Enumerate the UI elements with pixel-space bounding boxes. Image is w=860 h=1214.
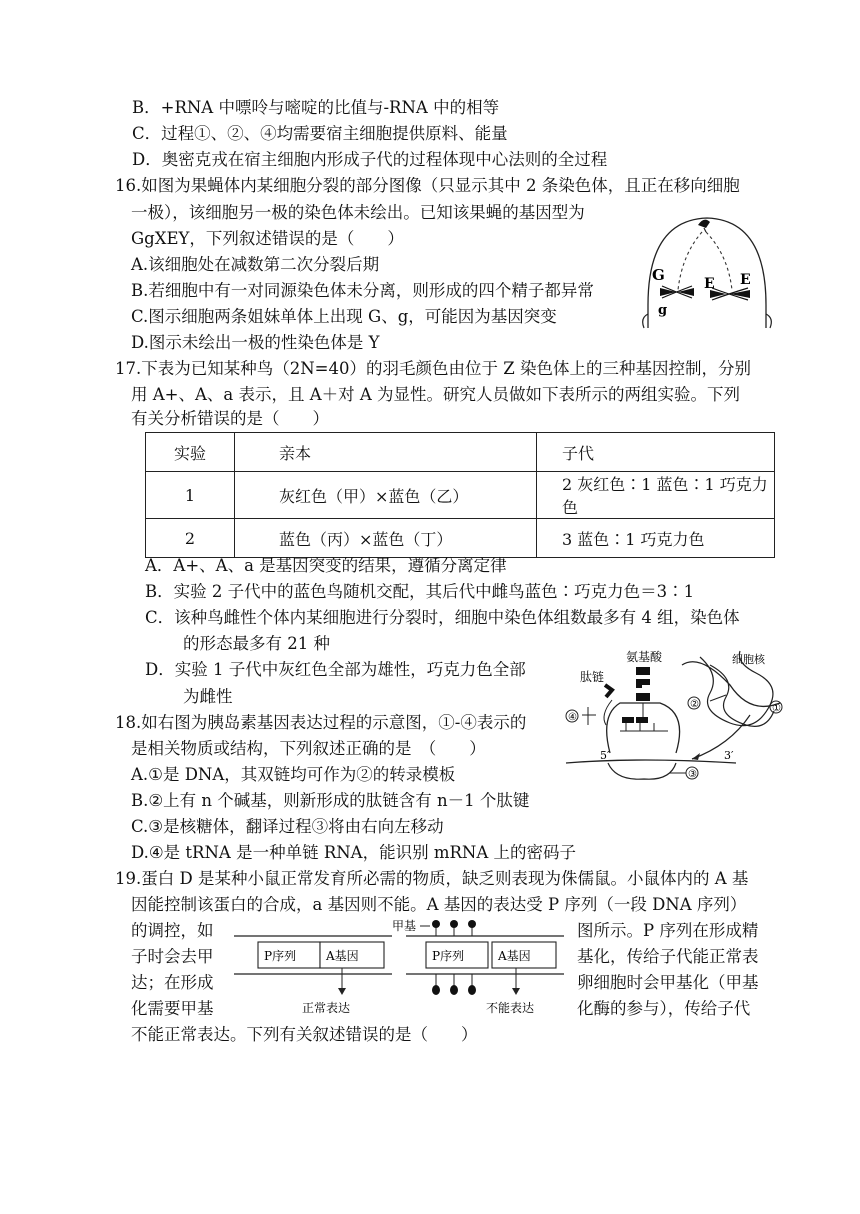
p-sequence-label-2: P序列: [432, 949, 465, 963]
q16-stem-line3: GgXEY，下列叙述错误的是（ ）: [131, 229, 404, 248]
label-3-prime: 3′: [724, 749, 734, 762]
q19-left-1: 的调控，如: [131, 921, 214, 940]
q16-option-c: C.图示细胞两条姐妹单体上出现 G、g，可能因为基因突变: [131, 307, 557, 326]
gene-label-E1: E: [704, 276, 715, 292]
label-peptide: 肽链: [580, 670, 605, 684]
table-row: [146, 519, 775, 558]
q19-stem-last: 不能正常表达。下列有关叙述错误的是（ ）: [131, 1025, 478, 1044]
gene-label-G: G: [652, 266, 665, 284]
table-cell: 1: [146, 472, 235, 519]
q16-stem-line2: 一极），该细胞另一极的染色体未绘出。已知该果蝇的基因型为: [131, 203, 585, 222]
q17-option-d-line2: 为雌性: [183, 687, 233, 706]
label-2: ②: [690, 699, 699, 710]
a-gene-label-2: A基因: [498, 949, 531, 963]
q18-option-c: C.③是核糖体，翻译过程③将由右向左移动: [131, 817, 444, 836]
gene-expression-figure: [560, 645, 800, 785]
header-offspring: 子代: [537, 433, 775, 472]
label-5-prime: 5′: [600, 749, 610, 762]
q15-option-d: D．奥密克戎在宿主细胞内形成子代的过程体现中心法则的全过程: [132, 150, 608, 169]
q16-option-b: B.若细胞中有一对同源染色体未分离，则形成的四个精子都异常: [131, 281, 594, 300]
table-header-row: [146, 433, 775, 472]
centrosome-icon: [698, 220, 710, 228]
q19-left-2: 子时会去甲: [131, 947, 214, 966]
q17-option-b: B．实验 2 子代中的蓝色鸟随机交配，其后代中雌鸟蓝色∶巧克力色＝3∶1: [145, 582, 695, 601]
header-experiment: 实验: [146, 433, 235, 472]
unmethylated-dna: [234, 936, 392, 1015]
q19-right-3: 卵细胞时会甲基化（甲基: [577, 973, 759, 992]
header-parents: 亲本: [235, 433, 537, 472]
mrna-strand: [566, 760, 736, 763]
p-sequence-label-1: P序列: [264, 949, 297, 963]
table-cell: 2 灰红色∶1 蓝色∶1 巧克力色: [537, 472, 775, 519]
q18-option-d: D.④是 tRNA 是一种单链 RNA，能识别 mRNA 上的密码子: [131, 843, 577, 862]
chromosome-right: [710, 288, 750, 300]
chromosome-left: [660, 286, 694, 298]
q19-right-1: 图所示。P 序列在形成精: [577, 921, 759, 940]
q18-option-a: A.①是 DNA，其双链均可作为②的转录模板: [131, 765, 456, 784]
a-gene-label-1: A基因: [326, 949, 359, 963]
q19-right-4: 化酶的参与），传给子代: [577, 999, 751, 1018]
label-nucleus: 细胞核: [732, 653, 765, 666]
q17-stem-line2: 用 A+、A、a 表示，且 A＋对 A 为显性。研究人员做如下表所示的两组实验。下列: [131, 385, 741, 404]
q17-option-c-line1: C．该种鸟雌性个体内某细胞进行分裂时，细胞中染色体组数最多有 4 组，染色体: [145, 608, 740, 627]
table-cell: 蓝色（丙）×蓝色（丁）: [235, 519, 537, 558]
table-cell: 2: [146, 519, 235, 558]
amino-acid-icon: [636, 679, 650, 688]
q19-left-4: 化需要甲基: [131, 999, 214, 1018]
q17-option-c-line2: 的形态最多有 21 种: [183, 634, 330, 653]
gene-label-g: g: [658, 303, 668, 318]
normal-expression-label: 正常表达: [302, 1001, 351, 1015]
table-row: [146, 472, 775, 519]
cell-division-figure: [640, 210, 775, 330]
methylated-dna: [392, 919, 564, 1015]
q17-stem-line3: 有关分析错误的是（ ）: [131, 409, 329, 428]
experiment-table: [145, 432, 775, 558]
gene-label-E2: E: [740, 272, 751, 288]
q15-option-b: B．+RNA 中嘌呤与嘧啶的比值与-RNA 中的相等: [132, 98, 500, 117]
q17-option-a: A．A+、A、a 是基因突变的结果，遵循分离定律: [145, 556, 507, 575]
table-cell: 灰红色（甲）×蓝色（乙）: [235, 472, 537, 519]
label-1: ①: [772, 703, 781, 714]
q17-option-d-line1: D．实验 1 子代中灰红色全部为雄性，巧克力色全部: [145, 660, 526, 679]
q19-stem-line2: 因能控制该蛋白的合成，a 基因则不能。A 基因的表达受 P 序列（一段 DNA 序列）: [131, 895, 747, 914]
q19-right-2: 基化，传给子代能正常表: [577, 947, 759, 966]
label-3: ③: [688, 769, 697, 780]
no-expression-label: 不能表达: [486, 1001, 535, 1015]
label-4: ④: [568, 712, 577, 723]
table-cell: 3 蓝色∶1 巧克力色: [537, 519, 775, 558]
ribosome-small-subunit: [608, 763, 676, 779]
q16-stem-line1: 16.如图为果蝇体内某细胞分裂的部分图像（只显示其中 2 条染色体，且正在移向细胞: [115, 176, 740, 195]
q15-option-c: C．过程①、②、④均需要宿主细胞提供原料、能量: [132, 124, 508, 143]
q18-stem-line1: 18.如右图为胰岛素基因表达过程的示意图，①-④表示的: [115, 713, 527, 732]
label-amino-acid: 氨基酸: [626, 650, 663, 664]
methyl-label: 甲基: [392, 919, 417, 933]
q18-option-b: B.②上有 n 个碱基，则新形成的肽链含有 n－1 个肽键: [131, 791, 530, 810]
q18-stem-line2: 是相关物质或结构，下列叙述正确的是 （ ）: [131, 739, 486, 758]
q17-stem-line1: 17.下表为已知某种鸟（2N=40）的羽毛颜色由位于 Z 染色体上的三种基因控制，分别: [115, 359, 751, 378]
q16-option-d: D.图示未绘出一极的性染色体是 Y: [131, 333, 380, 352]
q16-option-a: A.该细胞处在减数第二次分裂后期: [131, 255, 380, 274]
methylation-figure: [230, 916, 570, 1016]
q19-left-3: 达；在形成: [131, 973, 214, 992]
q19-stem-line1: 19.蛋白 D 是某种小鼠正常发育所必需的物质，缺乏则表现为侏儒鼠。小鼠体内的 A 基: [115, 869, 749, 888]
